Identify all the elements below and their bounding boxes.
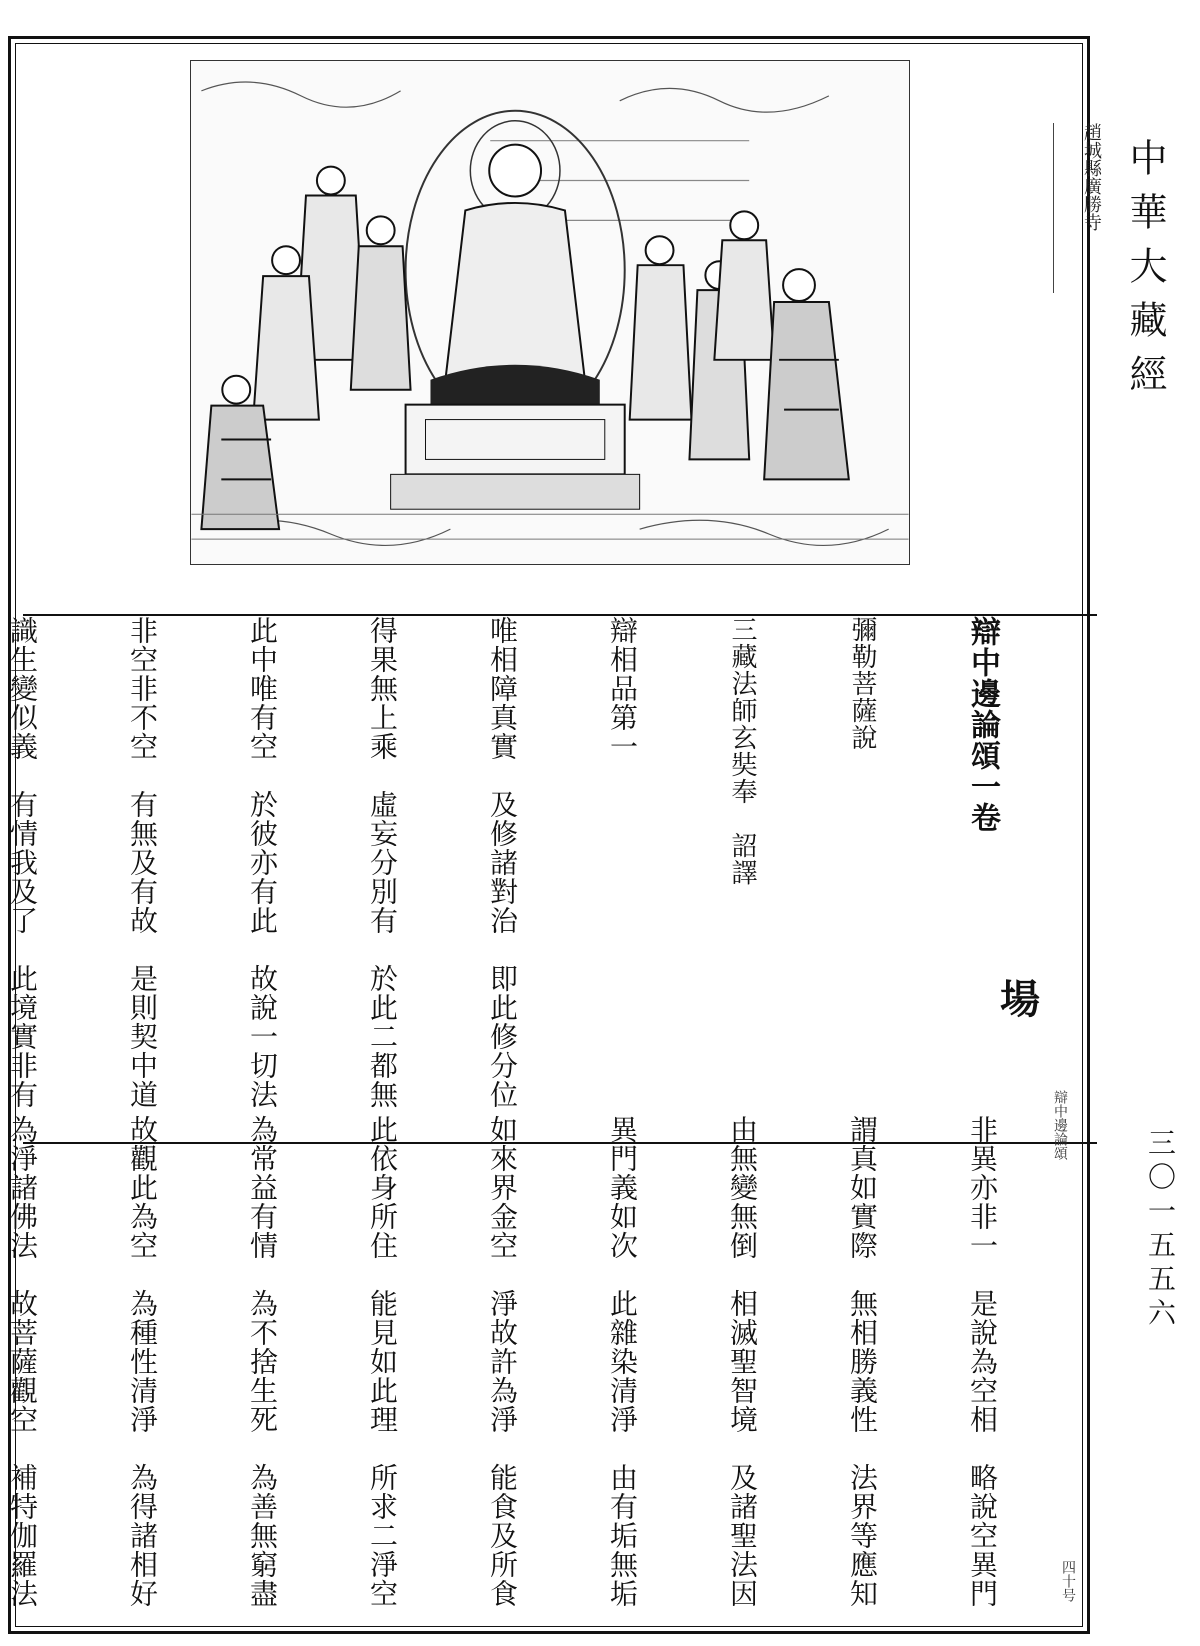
page-number: 三〇一五五六	[1144, 1128, 1177, 1332]
scripture-section-upper	[0, 616, 1082, 1109]
side-note-text-number: 四十号	[1060, 1560, 1076, 1602]
collection-title: 中華大藏經	[1123, 138, 1167, 408]
verse-line: 得果無上乘 虛妄分別有 於此二都無	[366, 616, 399, 1109]
verse-line: 為淨諸佛法 故菩薩觀空 補特伽羅法	[6, 1115, 39, 1608]
verse-line: 非異亦非一 是說為空相 略說空異門	[966, 1115, 999, 1608]
scripture-title: 辯中邊論頌一卷	[965, 616, 1000, 833]
verse-line: 識生變似義 有情我及了 此境實非有	[6, 616, 39, 1109]
side-note-text-title: 辯中邊論頌	[1052, 1090, 1068, 1160]
verse-line: 唯相障真實 及修諸對治 即此修分位	[486, 616, 519, 1109]
scripture-section-lower	[0, 1115, 1082, 1630]
illustration-drawing	[191, 61, 909, 564]
verse-line: 辯相品第一	[606, 616, 639, 761]
illustration-inscription: 趙城縣廣勝寺	[1053, 123, 1102, 293]
scripture-author: 彌勒菩薩說	[847, 616, 877, 751]
seal-mark: 場	[1000, 976, 1040, 1023]
frontispiece-illustration	[190, 60, 1102, 565]
verse-line: 如來界金空 淨故許為淨 能食及所食	[486, 1115, 519, 1608]
verse-line: 由無變無倒 相滅聖智境 及諸聖法因	[726, 1115, 759, 1608]
verse-line: 此中唯有空 於彼亦有此 故說一切法	[246, 616, 279, 1109]
verse-line: 異門義如次 此雜染清淨 由有垢無垢	[606, 1115, 639, 1608]
verse-line: 此依身所住 能見如此理 所求二淨空	[366, 1115, 399, 1608]
scripture-translator: 三藏法師玄奘奉 詔譯	[727, 616, 757, 886]
verse-line: 非空非不空 有無及有故 是則契中道	[126, 616, 159, 1109]
verse-line: 為常益有情 為不捨生死 為善無窮盡	[246, 1115, 279, 1608]
verse-line: 謂真如實際 無相勝義性 法界等應知	[846, 1115, 879, 1608]
verse-line: 故觀此為空 為種性清淨 為得諸相好	[126, 1115, 159, 1608]
